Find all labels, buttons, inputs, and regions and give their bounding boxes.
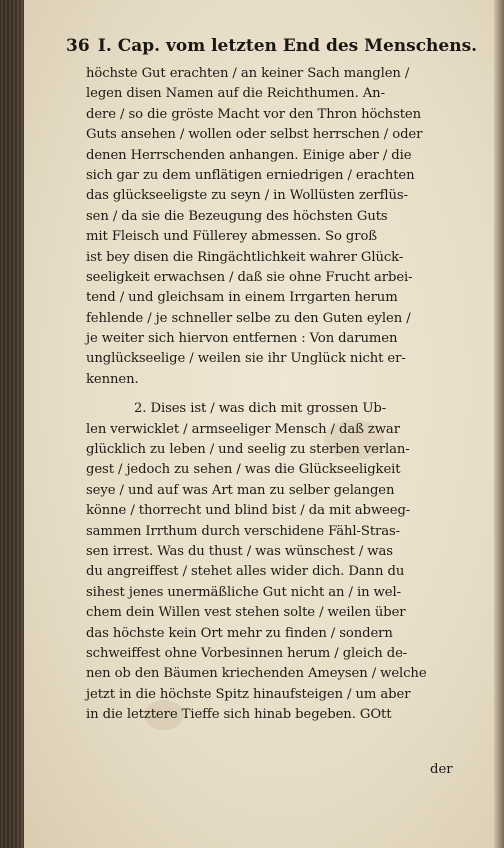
text-line: sich gar zu dem unflätigen erniedrigen / erachten [86,167,415,183]
text-line: du angreiffest / stehet alles wider dich. Dann du [86,564,405,580]
text-line: 2. Dises ist / was dich mit grossen Ub- [134,401,387,417]
paragraph-1 [86,64,470,390]
text-line: kennen. [86,371,139,387]
text-line: je weiter sich hiervon entfernen : Von darumen [86,331,398,347]
text-line: höchste Gut erachten / an keiner Sach manglen / [86,66,410,81]
page-edges [0,0,24,848]
text-line: mit Fleisch und Füllerey abmessen. So groß [86,229,377,245]
text-line: seye / und auf was Art man zu selber gelangen [86,482,395,498]
paragraph-2 [86,399,470,725]
running-header [66,36,478,64]
text-line: legen disen Namen auf die Reichthumen. An- [86,86,385,102]
text-line: fehlende / je schneller selbe zu den Guten eylen / [86,310,411,326]
running-title: I. Cap. vom letzten End des Menschens. [97,36,478,56]
text-line: nen ob den Bäumen kriechenden Ameysen / welche [86,666,427,682]
text-line: schweiffest ohne Vorbesinnen herum / gleich de- [86,645,408,661]
text-line: tend / und gleichsam in einem Irrgarten herum [86,290,398,306]
text-line: das höchste kein Ort mehr zu finden / sondern [86,625,393,641]
text-line: chem dein Willen vest stehen solte / weilen über [86,605,406,621]
catchword: der [430,762,453,777]
text-line: das glückseeligste zu seyn / in Wollüsten zerflüs- [86,188,408,204]
text-line: jetzt in die höchste Spitz hinaufsteigen / um aber [86,686,411,702]
text-line: unglückseelige / weilen sie ihr Unglück nicht er- [86,351,406,367]
text-line: sen irrest. Was du thust / was wünschest / was [86,543,393,559]
text-line: denen Herrschenden anhangen. Einige aber / die [86,147,412,163]
text-line: gest / jedoch zu sehen / was die Glückseeligkeit [86,462,401,478]
text-line: ist bey disen die Ringächtlichkeit wahrer Glück- [86,249,404,265]
text-line: könne / thorrecht und blind bist / da mit abweeg- [86,503,411,519]
text-block [86,64,470,726]
text-line: len verwicklet / armseeliger Mensch / daß zwar [86,421,400,437]
text-line: sen / da sie die Bezeugung des höchsten Guts [86,208,388,224]
text-line: Guts ansehen / wollen oder selbst herrschen / oder [86,127,423,143]
text-line: seeligkeit erwachsen / daß sie ohne Frucht arbei- [86,269,413,285]
text-line: sammen Irrthum durch verschidene Fähl-Stras- [86,523,401,539]
text-line: sihest jenes unermäßliche Gut nicht an / in wel- [86,584,401,600]
page-number: 36 [66,36,90,56]
text-line: dere / so die gröste Macht vor den Thron höchsten [86,106,422,122]
text-line: glücklich zu leben / und seelig zu sterben verlan- [86,442,410,458]
text-line: in die letztere Tieffe sich hinab begeben. GOtt [86,707,392,723]
